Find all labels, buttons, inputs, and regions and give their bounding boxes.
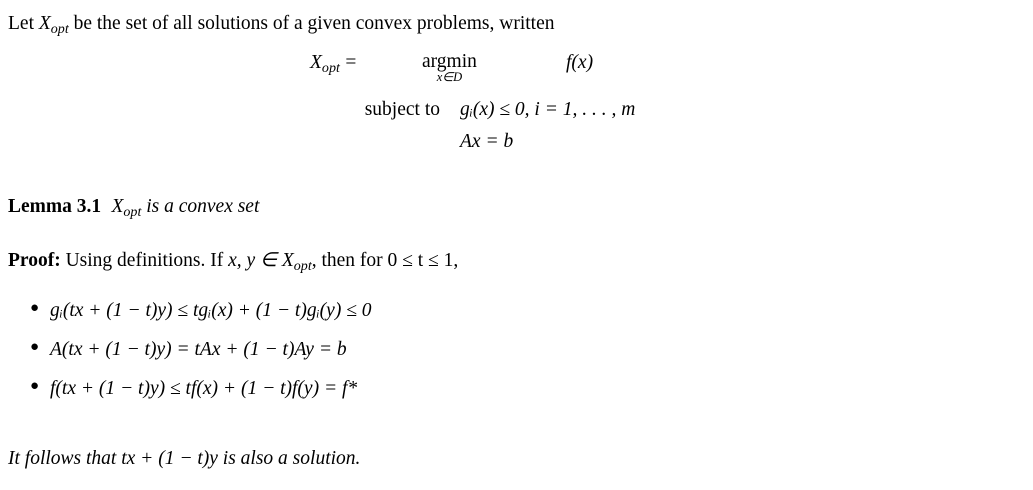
intro-symbol-subscript: opt — [50, 20, 69, 37]
equation-row-objective — [310, 52, 635, 87]
equation-row-subject-to — [310, 99, 635, 121]
intro-paragraph — [8, 12, 555, 38]
equation-equals-sign: = — [345, 52, 357, 73]
bullet-icon: ● — [30, 378, 40, 394]
list-item — [30, 300, 372, 322]
list-item — [30, 339, 372, 361]
lemma-symbol-subscript: opt — [123, 203, 142, 220]
bullet-icon: ● — [30, 300, 40, 316]
condition-affine: A(tx + (1 − t)y) = tAx + (1 − t)Ay = b — [50, 339, 347, 360]
lemma-text: is a convex set — [141, 196, 260, 217]
intro-text-pre: Let — [8, 13, 39, 34]
list-item — [30, 378, 372, 400]
condition-objective: f(tx + (1 − t)y) ≤ tf(x) + (1 − t)f(y) = f* — [50, 378, 358, 399]
condition-inequality: gᵢ(tx + (1 − t)y) ≤ tgᵢ(x) + (1 − t)gᵢ(y) ≤ 0 — [50, 300, 372, 321]
proof-text-pre: Using definitions. If — [60, 250, 229, 271]
bullet-icon: ● — [30, 339, 40, 355]
equation-row-equality — [310, 131, 635, 153]
proof-variables: x, y ∈ X — [228, 250, 294, 271]
optimization-problem-equation — [310, 52, 635, 153]
proof-text-post: , then for 0 ≤ t ≤ 1, — [311, 250, 459, 271]
lemma-symbol: X — [111, 196, 124, 217]
argmin-subscript: x∈D — [436, 70, 463, 85]
equality-constraint: Ax = b — [460, 131, 514, 153]
closing-statement: It follows that tx + (1 − t)y is also a solution. — [8, 448, 361, 469]
intro-symbol: X — [38, 13, 51, 34]
equation-lhs-subscript: opt — [321, 59, 340, 76]
proof-conditions-list — [8, 300, 372, 417]
equation-lhs-symbol: X — [310, 52, 322, 73]
intro-text-post: be the set of all solutions of a given convex problems, written — [68, 13, 555, 34]
proof-label: Proof: — [8, 250, 61, 271]
objective-function: f(x) — [566, 52, 594, 73]
subject-to-label: subject to — [364, 99, 440, 121]
lemma-statement — [8, 196, 259, 221]
inequality-constraint: gᵢ(x) ≤ 0, i = 1, . . . , m — [460, 99, 636, 121]
proof-variables-subscript: opt — [293, 257, 312, 274]
lemma-label: Lemma 3.1 — [8, 196, 102, 217]
equation-left-hand-side — [310, 52, 422, 77]
proof-paragraph — [8, 248, 458, 275]
argmin-label: argmin — [422, 51, 477, 72]
argmin-operator — [422, 52, 552, 87]
